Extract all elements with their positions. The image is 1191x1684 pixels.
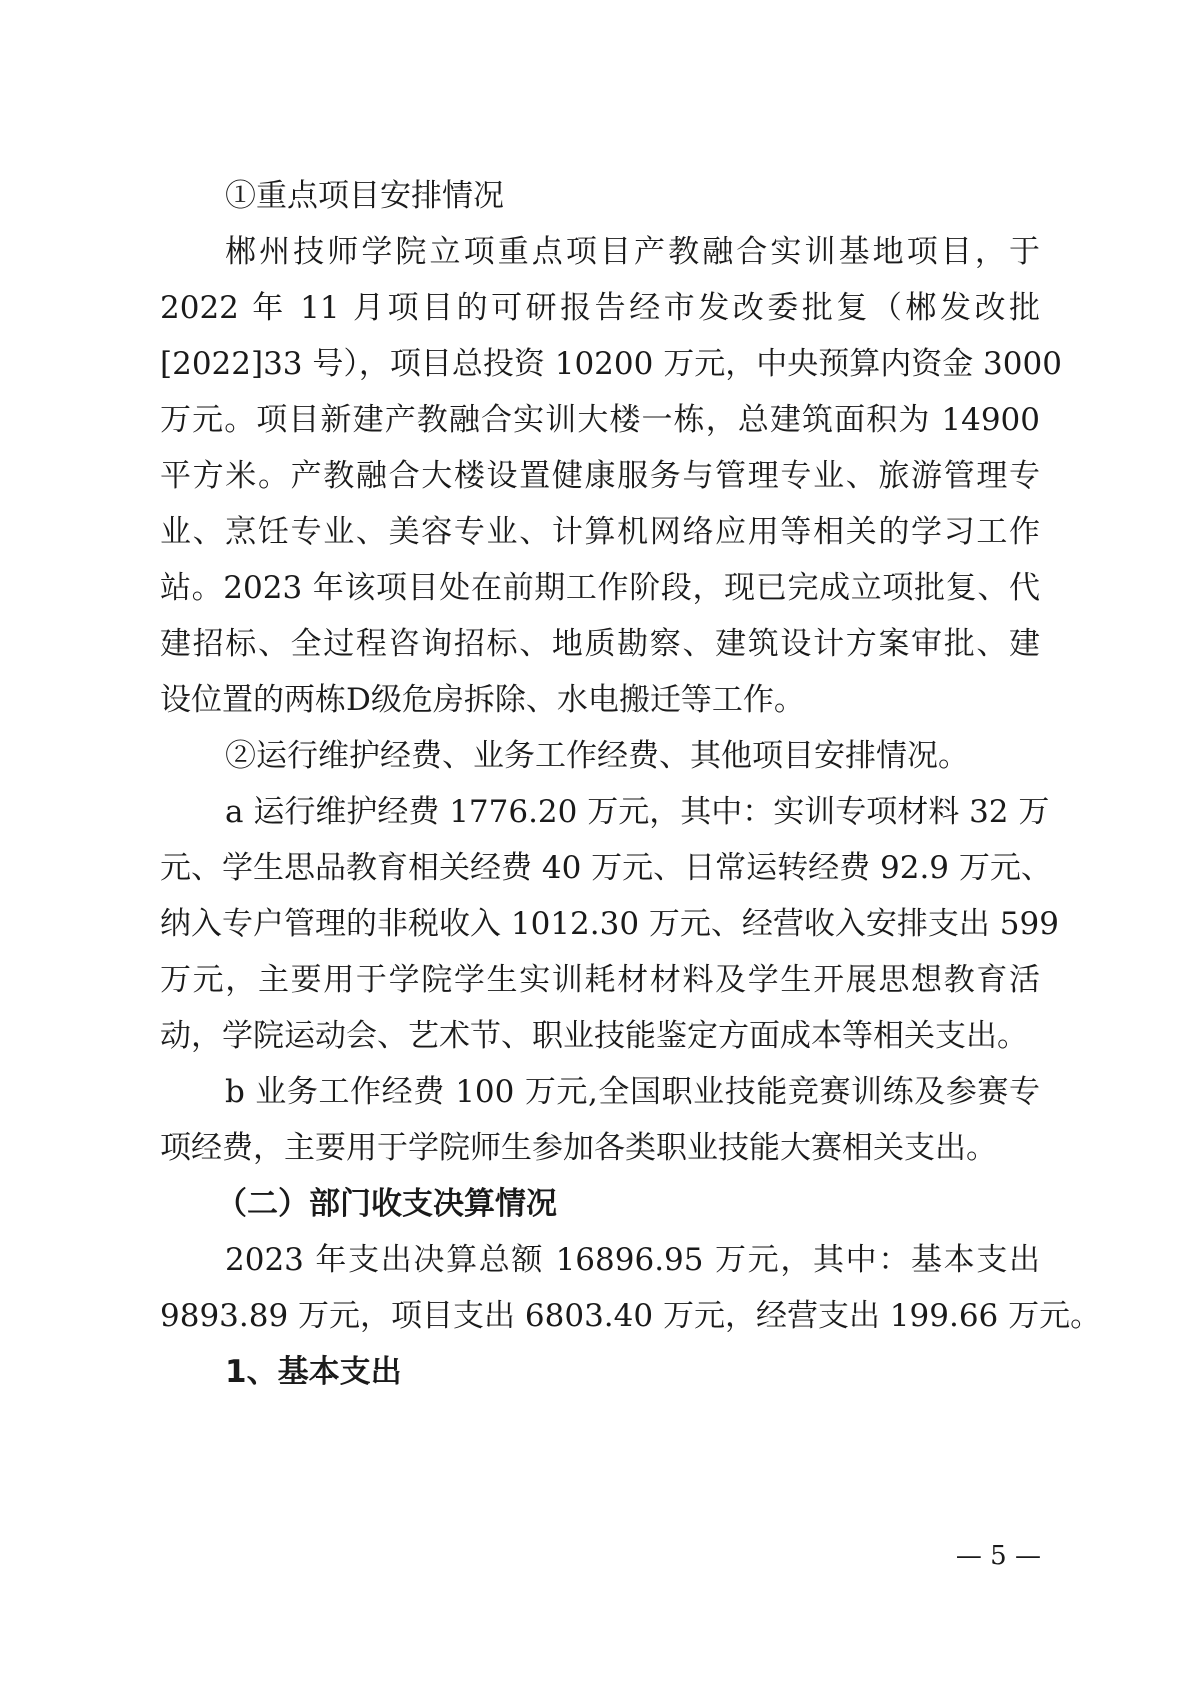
paragraph-line: 动，学院运动会、艺术节、职业技能鉴定方面成本等相关支出。 <box>160 1018 1028 1054</box>
section-heading-basic-expenditure: 1、基本支出 <box>225 1354 402 1390</box>
paragraph-line: a 运行维护经费 1776.20 万元，其中：实训专项材料 32 万 <box>225 794 1050 830</box>
page-number: — 5 — <box>955 1541 1041 1571</box>
paragraph-line: 万元。项目新建产教融合实训大楼一栋，总建筑面积为 14900 <box>160 402 1040 438</box>
paragraph-line: 纳入专户管理的非税收入 1012.30 万元、经营收入安排支出 599 <box>160 906 1059 942</box>
paragraph-line: [2022]33 号），项目总投资 10200 万元，中央预算内资金 3000 <box>160 346 1062 382</box>
paragraph-line: 设位置的两栋D级危房拆除、水电搬迁等工作。 <box>160 682 805 718</box>
summary-line: 2023 年支出决算总额 16896.95 万元，其中：基本支出 <box>225 1242 1040 1278</box>
paragraph-line: 平方米。产教融合大楼设置健康服务与管理专业、旅游管理专 <box>160 458 1040 494</box>
paragraph-line: b 业务工作经费 100 万元,全国职业技能竞赛训练及参赛专 <box>225 1074 1040 1110</box>
section-heading-revenue-expenditure: （二）部门收支决算情况 <box>216 1186 557 1222</box>
paragraph-line: 元、学生思品教育相关经费 40 万元、日常运转经费 92.9 万元、 <box>160 850 1052 886</box>
paragraph-line: 郴州技师学院立项重点项目产教融合实训基地项目，于 <box>225 234 1040 270</box>
paragraph-line: 2022 年 11 月项目的可研报告经市发改委批复（郴发改批 <box>160 290 1040 326</box>
paragraph-line: 建招标、全过程咨询招标、地质勘察、建筑设计方案审批、建 <box>160 626 1040 662</box>
paragraph-line: 站。2023 年该项目处在前期工作阶段，现已完成立项批复、代 <box>160 570 1040 606</box>
summary-line: 9893.89 万元，项目支出 6803.40 万元，经营支出 199.66 万元。 <box>160 1298 1102 1334</box>
paragraph-line: 万元，主要用于学院学生实训耗材材料及学生开展思想教育活 <box>160 962 1040 998</box>
paragraph-line: 业、烹饪专业、美容专业、计算机网络应用等相关的学习工作 <box>160 514 1040 550</box>
subheading-key-projects: ①重点项目安排情况 <box>225 178 504 214</box>
paragraph-line: 项经费，主要用于学院师生参加各类职业技能大赛相关支出。 <box>160 1130 997 1166</box>
subheading-operation-expenses: ②运行维护经费、业务工作经费、其他项目安排情况。 <box>225 738 969 774</box>
